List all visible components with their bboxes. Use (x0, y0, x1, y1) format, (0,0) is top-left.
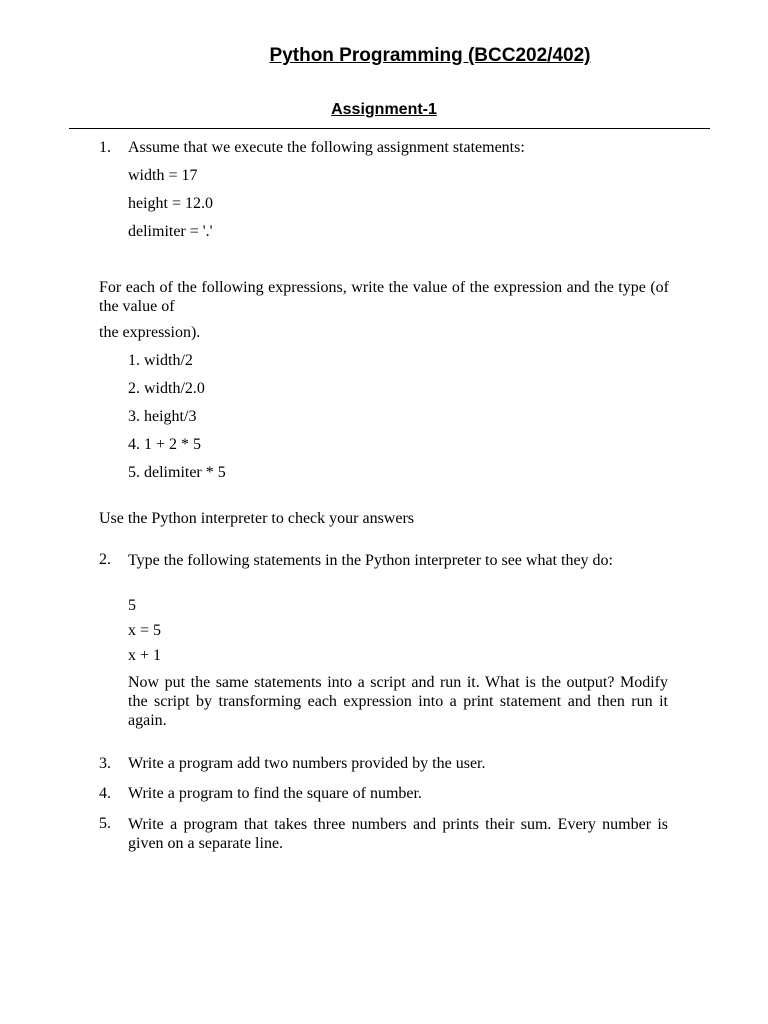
document-title: Python Programming (BCC202/402) (269, 45, 591, 66)
check-answers-note: Use the Python interpreter to check your answers (99, 510, 415, 527)
instructions-paragraph: For each of the following expressions, write the value of the expression and the type (of the value of (99, 279, 669, 315)
question-1-text: Assume that we execute the following assignment statements: (128, 139, 525, 156)
code-line: 5 (128, 597, 136, 614)
header-divider (69, 128, 710, 129)
question-5-text: Write a program that takes three numbers and prints their sum. Every number is given on a separate line. (128, 816, 668, 852)
expression-item: 3. height/3 (128, 408, 197, 425)
code-line-height: height = 12.0 (128, 195, 214, 212)
question-2-followup: Now put the same statements into a script and run it. What is the output? Modify the script by transforming each expression into a print statement and then run it again. (128, 674, 668, 729)
expression-item: 2. width/2.0 (128, 380, 205, 397)
question-4-text: Write a program to find the square of number. (128, 785, 422, 802)
question-5-number: 5. (99, 815, 111, 832)
question-2-text: Type the following statements in the Python interpreter to see what they do: (128, 552, 613, 569)
instructions-paragraph-end: the expression). (99, 324, 201, 341)
code-line-delimiter: delimiter = '.' (128, 223, 213, 240)
expression-item: 4. 1 + 2 * 5 (128, 436, 202, 453)
question-4-number: 4. (99, 785, 111, 802)
question-2-number: 2. (99, 551, 111, 568)
assignment-heading: Assignment-1 (331, 101, 437, 118)
expression-item: 5. delimiter * 5 (128, 464, 226, 481)
code-line: x = 5 (128, 622, 162, 639)
question-3-text: Write a program add two numbers provided by the user. (128, 755, 486, 772)
question-3-number: 3. (99, 755, 111, 772)
code-line: x + 1 (128, 647, 162, 664)
expression-item: 1. width/2 (128, 352, 193, 369)
code-line-width: width = 17 (128, 167, 198, 184)
question-1-number: 1. (99, 139, 111, 156)
